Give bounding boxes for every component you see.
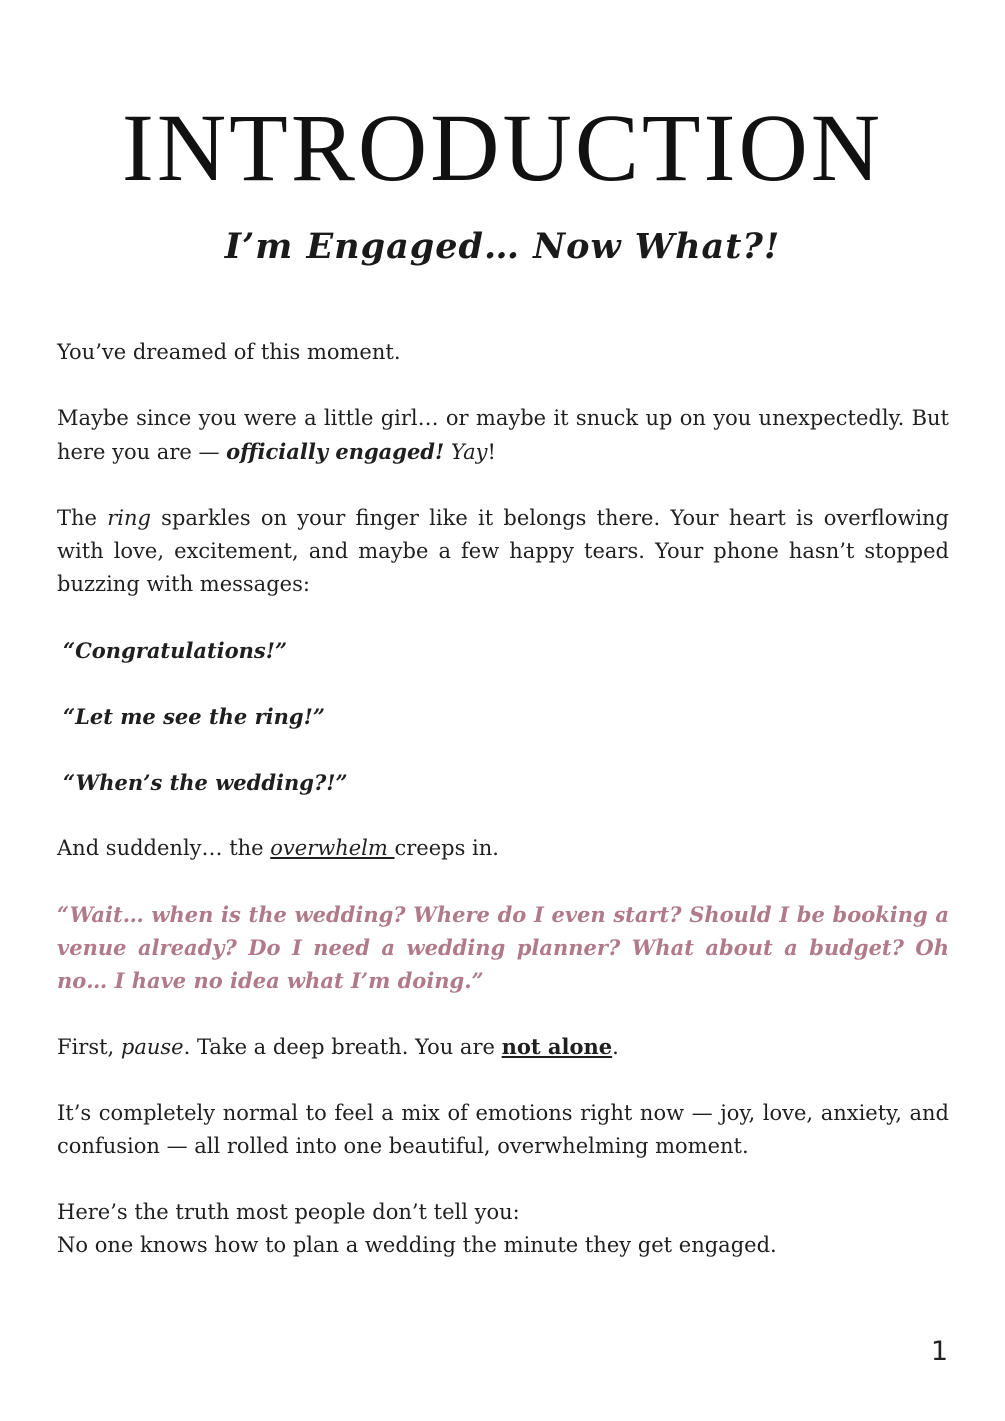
overwhelm-emphasis: overwhelm <box>270 836 395 860</box>
ring-text-start: The <box>57 506 108 530</box>
paragraph-ring <box>57 502 949 601</box>
officially-engaged-emphasis: officially engaged! <box>226 439 445 464</box>
message-quote: “When’s the wedding?!” <box>63 770 348 795</box>
page-subtitle: I’m Engaged… Now What?! <box>224 226 781 267</box>
ring-emphasis: ring <box>107 506 151 530</box>
overwhelm-text-end: creeps in. <box>394 836 499 860</box>
yay-exclamation: ! <box>487 440 496 464</box>
page-number: 1 <box>930 1336 948 1367</box>
pause-text-middle: . Take a deep breath. You are <box>183 1035 502 1059</box>
paragraph-overwhelm <box>57 832 949 865</box>
inner-voice-quote: “Wait… when is the wedding? Where do I even start? Should I be booking a venue already? Do I need a wedding planner? What about a budget? Oh no… I have no idea what I’m doing.” <box>57 902 949 993</box>
pause-text-start: First, <box>57 1035 121 1059</box>
pause-text-end: . <box>612 1035 619 1059</box>
paragraph-pause <box>57 1030 949 1064</box>
truth-line-1: Here’s the truth most people don’t tell you: <box>57 1200 520 1224</box>
pause-emphasis: pause <box>120 1035 184 1059</box>
paragraph-emotions: It’s completely normal to feel a mix of emotions right now — joy, love, anxiety, and confusion — all rolled into one beautiful, overwhelming moment. <box>57 1101 949 1158</box>
yay-emphasis: Yay <box>450 440 488 464</box>
message-quote: “Let me see the ring!” <box>63 704 325 729</box>
ring-text-rest: sparkles on your finger like it belongs there. Your heart is overflowing with love, excitement, and maybe a few happy tears. Your phone hasn’t stopped buzzing with messages: <box>57 506 949 596</box>
overwhelm-text-start: And suddenly… the <box>57 836 271 860</box>
paragraph-engaged <box>57 402 949 469</box>
not-alone-emphasis: not alone <box>501 1034 613 1059</box>
paragraph-truth <box>57 1196 949 1262</box>
page-title: INTRODUCTION <box>121 94 884 201</box>
paragraph-intro: You’ve dreamed of this moment. <box>57 340 401 364</box>
message-quote: “Congratulations!” <box>63 638 288 663</box>
body-text <box>57 336 949 1262</box>
paragraph-engaged-text: Maybe since you were a little girl… or maybe it snuck up on you unexpectedly. But here you are — <box>57 406 949 464</box>
truth-line-2: No one knows how to plan a wedding the minute they get engaged. <box>57 1233 777 1257</box>
